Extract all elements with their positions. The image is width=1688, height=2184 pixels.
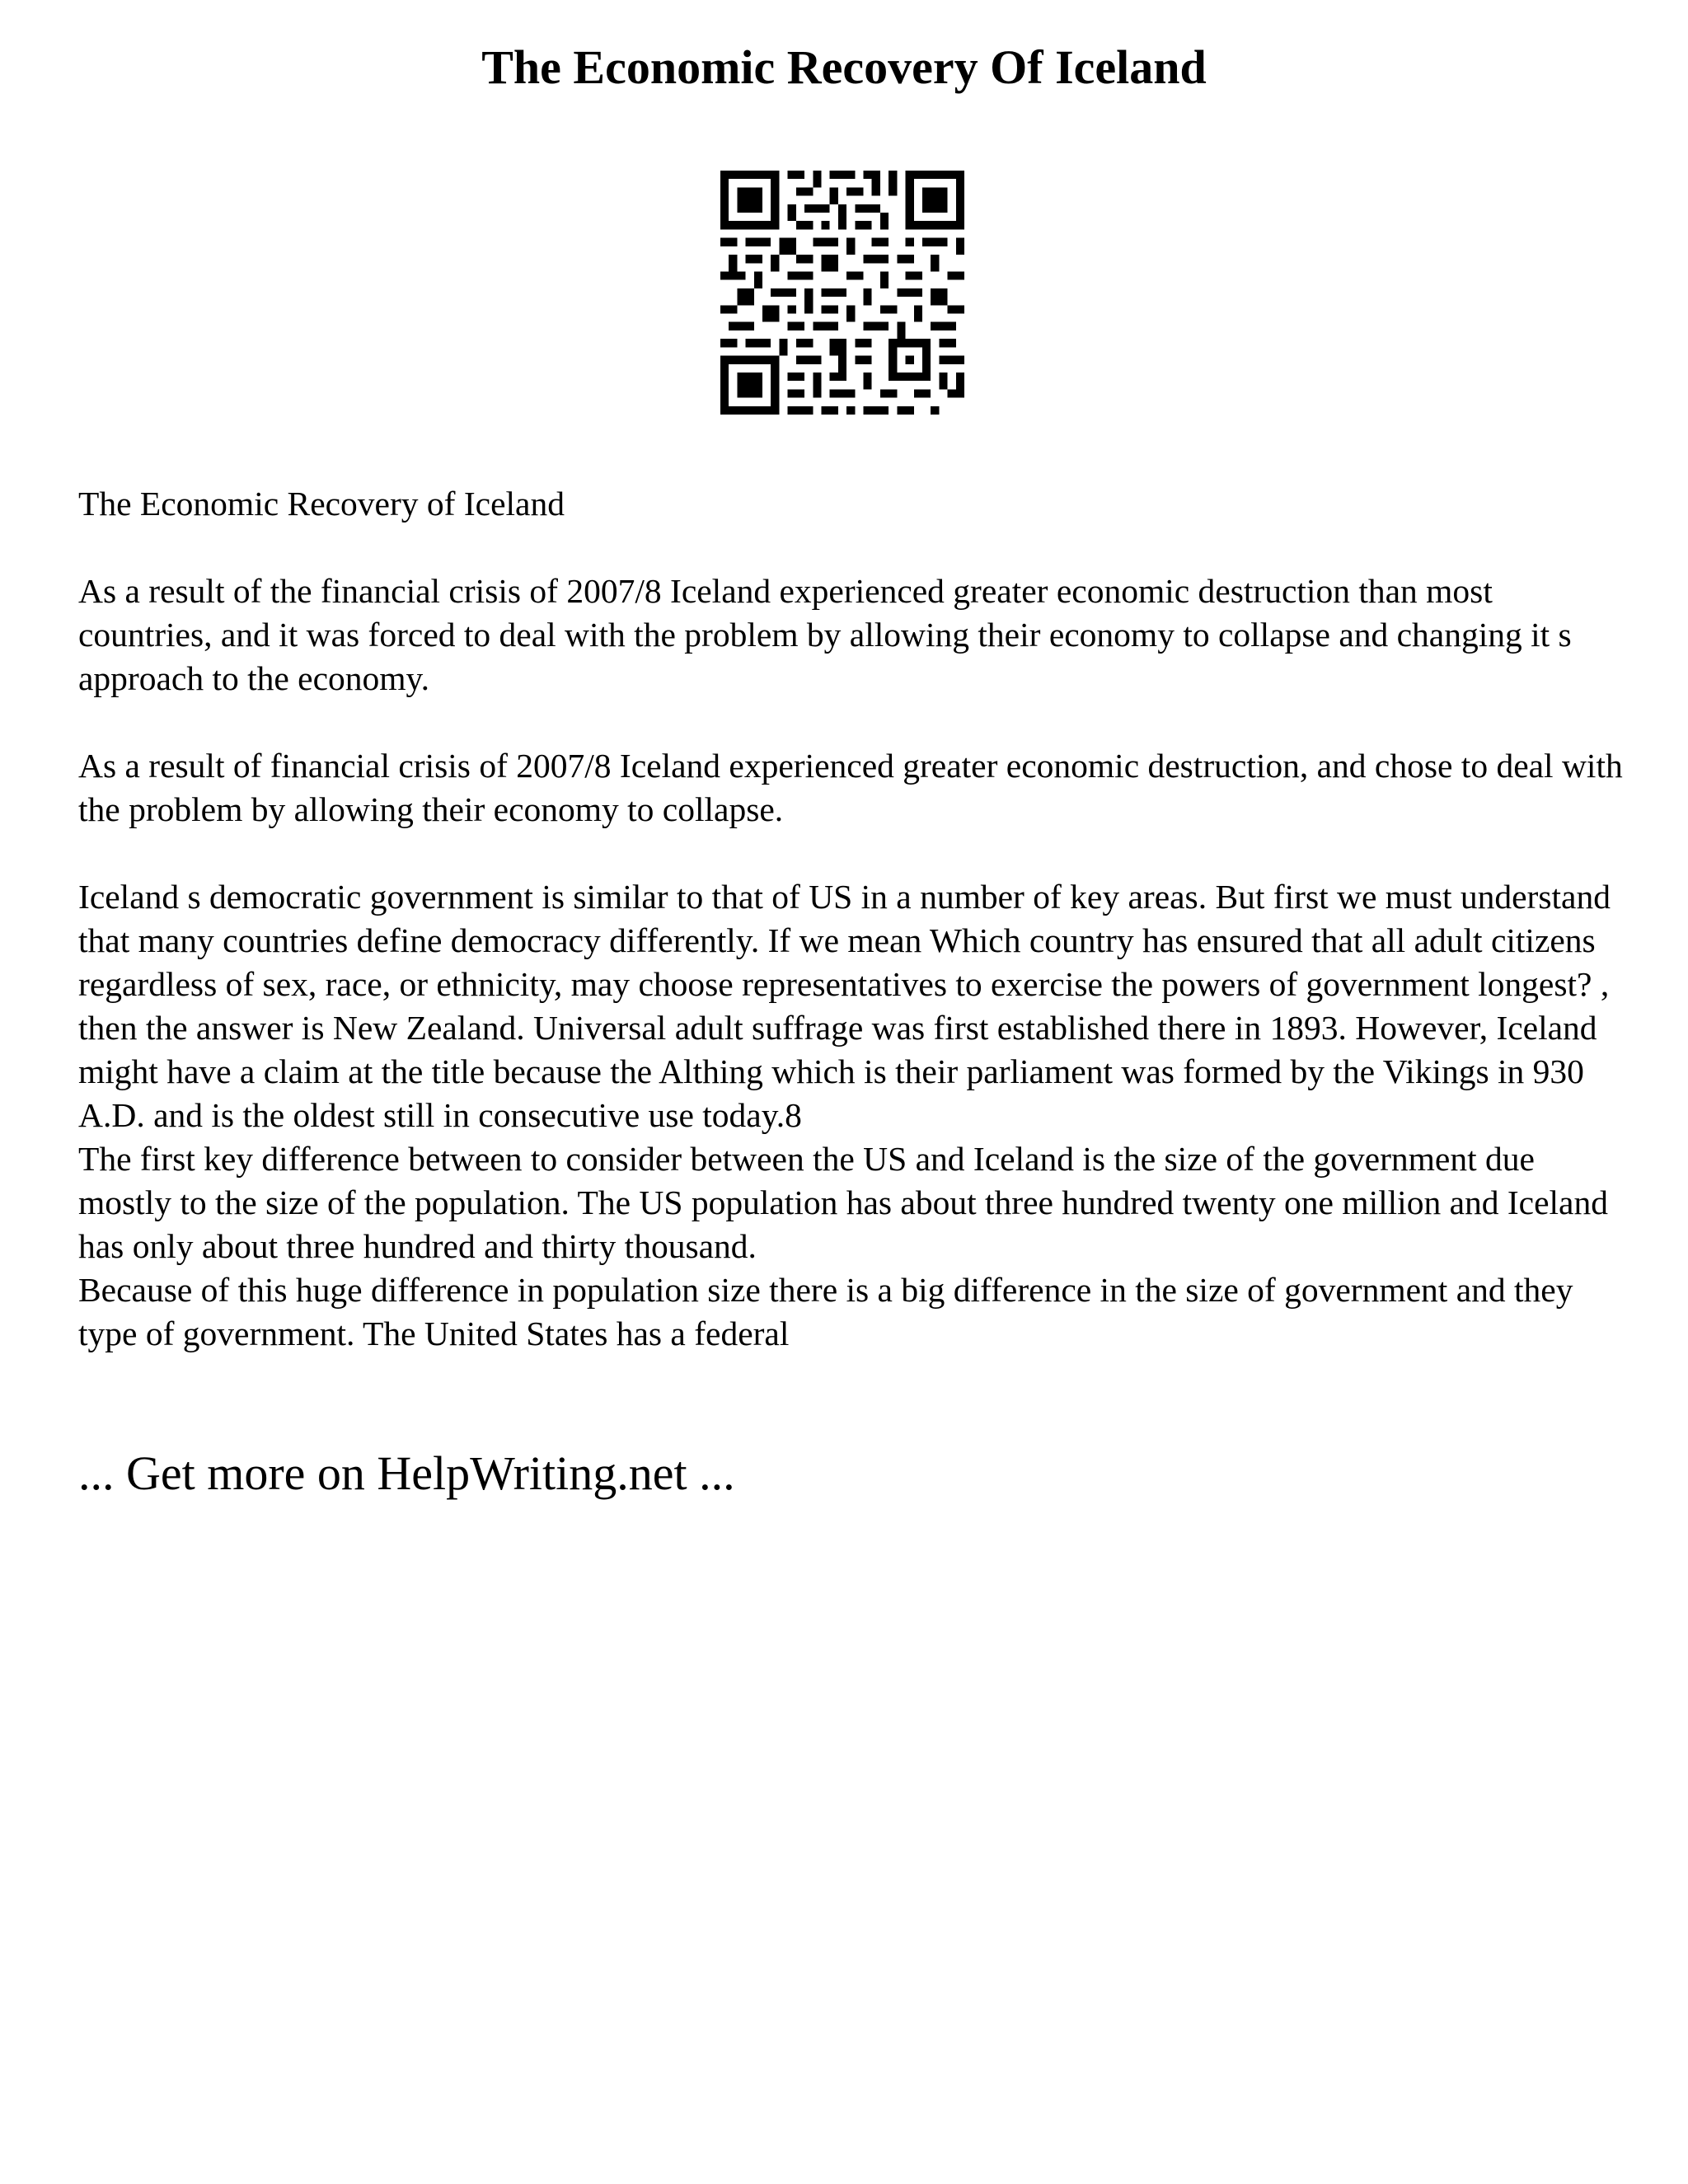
paragraph-1: As a result of the financial crisis of 2007/8 Iceland experienced greater economic destruction than most countries, and it was forced to deal with the problem by allowing their economy to collapse and changing it s approach to the economy. <box>78 572 1572 697</box>
paragraph-2: As a result of financial crisis of 2007/8 Iceland experienced greater economic destruction, and chose to deal with the problem by allowing their economy to collapse. <box>78 747 1623 828</box>
paragraph-4: The first key difference between to consider between the US and Iceland is the size of the government due mostly to the size of the population. The US population has about three hundred twenty one million and Iceland has only about three hundred and thirty thousand. <box>78 1140 1608 1265</box>
document-title: The Economic Recovery Of Iceland <box>481 40 1207 94</box>
paragraph-3: Iceland s democratic government is similar to that of US in a number of key areas. But first we must understand that many countries define democracy differently. If we mean Which country has ensured that all adult citizens regardless of sex, race, or ethnicity, may choose representatives to exercise the powers of government longest? , then the answer is New Zealand. Universal adult suffrage was first established there in 1893. However, Iceland might have a claim at the title because the Althing which is their parliament was formed by the Vikings in 930 A.D. and is the oldest still in consecutive use today.8 <box>78 878 1611 1134</box>
document-heading: The Economic Recovery of Iceland <box>78 485 565 523</box>
get-more-link[interactable]: ... Get more on HelpWriting.net ... <box>78 1446 735 1500</box>
qr-code-icon <box>720 171 964 415</box>
document-body <box>78 482 1628 1356</box>
paragraph-5: Because of this huge difference in population size there is a big difference in the size of government and they type of government. The United States has a federal <box>78 1271 1573 1352</box>
